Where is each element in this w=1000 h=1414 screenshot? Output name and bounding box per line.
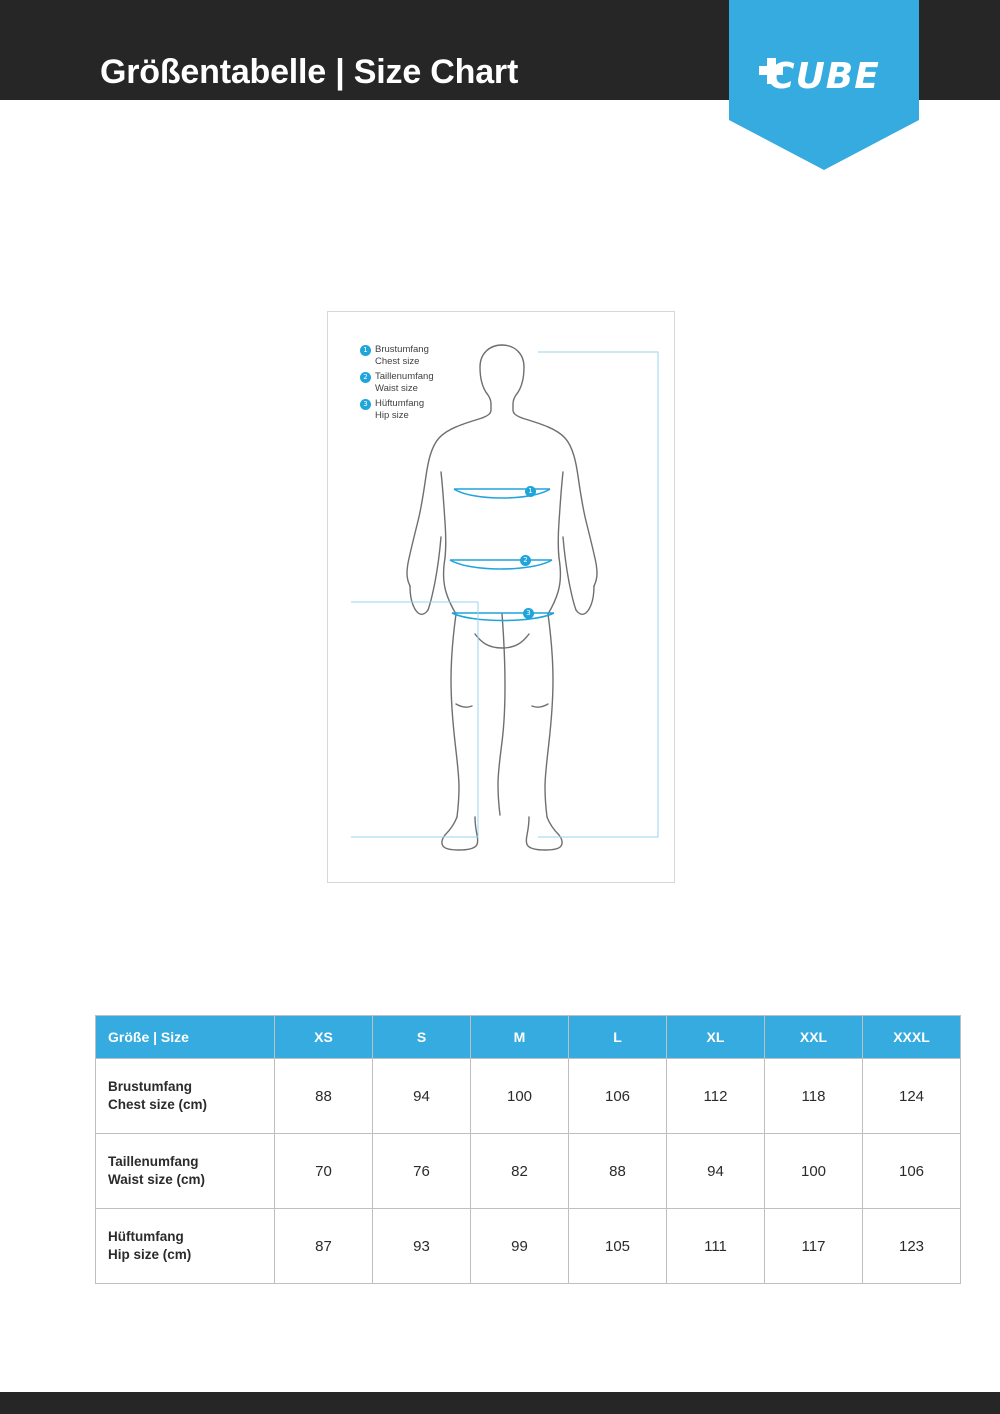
size-table-wrapper: [95, 1015, 930, 1284]
figure-marker-1: 1: [525, 486, 536, 497]
cell-hip-s: 93: [373, 1209, 471, 1284]
cell-chest-xl: 112: [667, 1059, 765, 1134]
header-titles: [100, 52, 518, 136]
cell-waist-s: 76: [373, 1134, 471, 1209]
cell-hip-m: 99: [471, 1209, 569, 1284]
legend-label-waist-de: Taillenumfang: [375, 371, 434, 382]
row-label-hip-de: Hüftumfang: [108, 1229, 184, 1244]
size-table-body: [96, 1059, 961, 1284]
column-header-size: Größe | Size: [96, 1016, 275, 1059]
figure-marker-3: 3: [523, 608, 534, 619]
column-header-xxl: XXL: [765, 1016, 863, 1059]
legend-label-waist-en: Waist size: [375, 383, 418, 394]
cell-chest-m: 100: [471, 1059, 569, 1134]
column-header-s: S: [373, 1016, 471, 1059]
column-header-xs: XS: [275, 1016, 373, 1059]
table-row: [96, 1059, 961, 1134]
legend-label-hip-de: Hüftumfang: [375, 398, 425, 409]
cell-hip-xs: 87: [275, 1209, 373, 1284]
table-row: [96, 1209, 961, 1284]
cell-waist-xl: 94: [667, 1134, 765, 1209]
table-header-row: [96, 1016, 961, 1059]
figure-marker-2: 2: [520, 555, 531, 566]
cell-waist-xs: 70: [275, 1134, 373, 1209]
legend-label-chest-de: Brustumfang: [375, 344, 429, 355]
brand-logo-banner: [729, 0, 919, 170]
row-label-waist: [96, 1134, 275, 1209]
cell-waist-l: 88: [569, 1134, 667, 1209]
page-subtitle: Herren | Men: [100, 98, 288, 133]
size-table-head: [96, 1016, 961, 1059]
column-header-l: L: [569, 1016, 667, 1059]
column-header-xxxl: XXXL: [863, 1016, 961, 1059]
column-header-m: M: [471, 1016, 569, 1059]
column-header-xl: XL: [667, 1016, 765, 1059]
cell-waist-m: 82: [471, 1134, 569, 1209]
cell-waist-xxl: 100: [765, 1134, 863, 1209]
cell-hip-l: 105: [569, 1209, 667, 1284]
brand-name: CUBE: [768, 56, 880, 97]
cell-chest-s: 94: [373, 1059, 471, 1134]
row-label-chest: [96, 1059, 275, 1134]
footer-bar: [0, 1392, 1000, 1414]
legend-label-chest-en: Chest size: [375, 356, 420, 367]
legend-number-1: 1: [360, 345, 371, 356]
cell-chest-xs: 88: [275, 1059, 373, 1134]
page-title: Größentabelle | Size Chart: [100, 53, 519, 91]
cell-hip-xxxl: 123: [863, 1209, 961, 1284]
table-row: [96, 1134, 961, 1209]
cell-hip-xxl: 117: [765, 1209, 863, 1284]
legend-number-3: 3: [360, 399, 371, 410]
row-label-hip: [96, 1209, 275, 1284]
row-label-waist-de: Taillenumfang: [108, 1154, 199, 1169]
row-label-hip-en: Hip size (cm): [108, 1247, 192, 1262]
cell-hip-xl: 111: [667, 1209, 765, 1284]
legend-number-2: 2: [360, 372, 371, 383]
row-label-chest-en: Chest size (cm): [108, 1097, 208, 1112]
cell-waist-xxxl: 106: [863, 1134, 961, 1209]
row-label-chest-de: Brustumfang: [108, 1079, 192, 1094]
row-label-waist-en: Waist size (cm): [108, 1172, 206, 1187]
cell-chest-l: 106: [569, 1059, 667, 1134]
cell-chest-xxxl: 124: [863, 1059, 961, 1134]
measurement-figure-panel: [327, 311, 675, 883]
legend-label-hip-en: Hip size: [375, 410, 409, 421]
cell-chest-xxl: 118: [765, 1059, 863, 1134]
size-table: [95, 1015, 961, 1284]
male-body-illustration-icon: [328, 312, 674, 882]
